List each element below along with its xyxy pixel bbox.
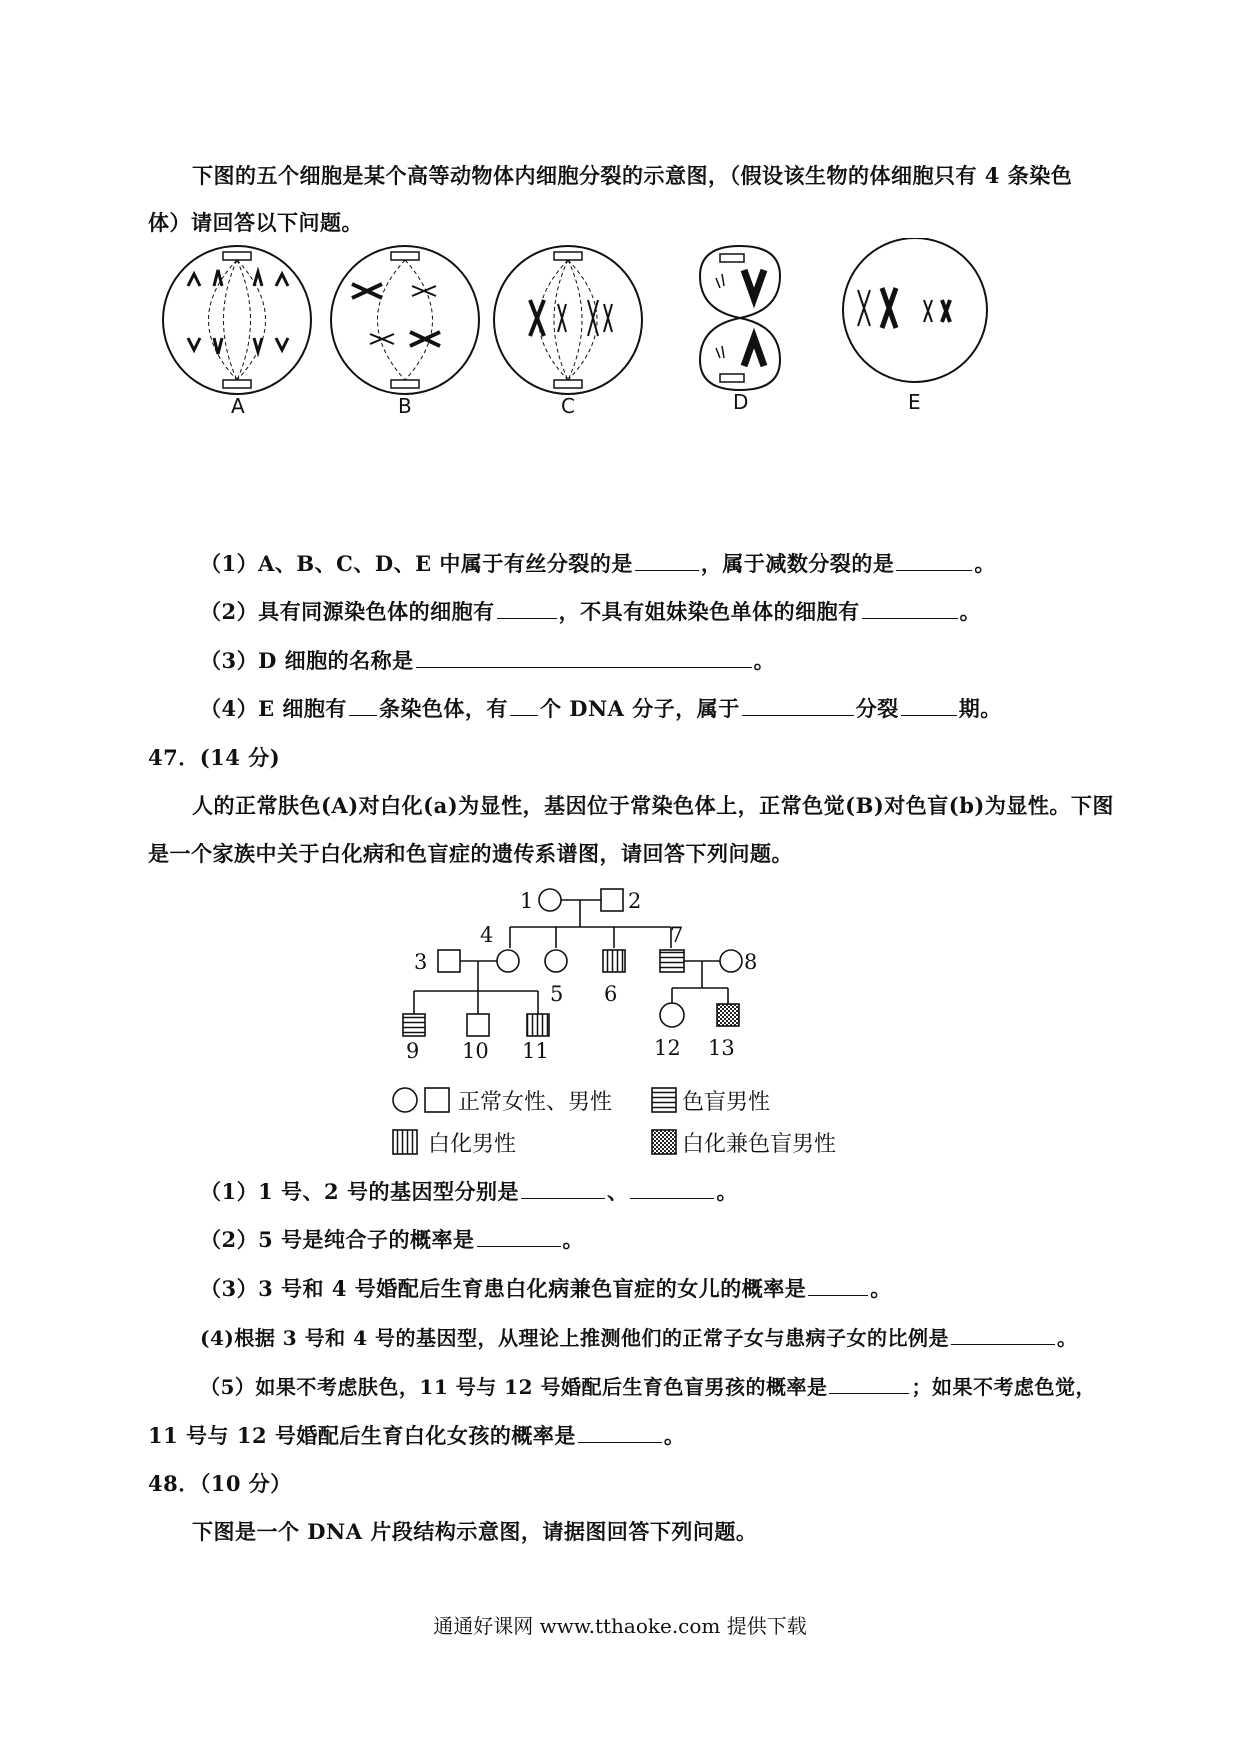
pedigree-number-1: 1 xyxy=(520,889,534,913)
pedigree-chart xyxy=(0,870,1240,1170)
q47-sub2: （2）5 号是纯合子的概率是 。 xyxy=(200,1227,585,1252)
individual-8 xyxy=(720,950,742,972)
cell-b xyxy=(331,246,479,394)
answer-blank[interactable] xyxy=(635,550,699,571)
cell-label-b: B xyxy=(398,394,412,418)
q46-intro-line1: 下图的五个细胞是某个高等动物体内细胞分裂的示意图，（假设该生物的体细胞只有 4 条染色 xyxy=(192,163,1073,188)
cell-e xyxy=(843,238,987,382)
q48-heading: 48．（10 分） xyxy=(148,1471,292,1496)
individual-1 xyxy=(539,889,561,911)
q46-sub3: （3）D 细胞的名称是 。 xyxy=(200,648,776,673)
cell-label-c: C xyxy=(561,394,575,418)
answer-blank[interactable] xyxy=(808,1275,868,1296)
q46-sub1: （1）A、B、C、D、E 中属于有丝分裂的是 ，属于减数分裂的是 。 xyxy=(200,551,996,576)
legend-normal: 正常女性、男性 xyxy=(458,1090,613,1115)
answer-blank[interactable] xyxy=(630,1178,714,1199)
q46-intro-line2: 体）请回答以下问题。 xyxy=(148,210,363,235)
answer-blank[interactable] xyxy=(497,598,557,619)
answer-blank[interactable] xyxy=(416,647,752,668)
pedigree-number-13: 13 xyxy=(708,1036,735,1060)
q47-sub3: （3）3 号和 4 号婚配后生育患白化病兼色盲症的女儿的概率是 。 xyxy=(200,1276,892,1301)
answer-blank[interactable] xyxy=(510,695,538,716)
individual-4 xyxy=(497,950,519,972)
answer-blank[interactable] xyxy=(901,695,957,716)
pedigree-number-11: 11 xyxy=(522,1039,549,1063)
answer-blank[interactable] xyxy=(742,695,854,716)
q46-sub2: （2）具有同源染色体的细胞有 ，不具有姐妹染色单体的细胞有 。 xyxy=(200,599,982,624)
q47-heading: 47．(14 分) xyxy=(148,745,281,770)
q47-sub4: (4)根据 3 号和 4 号的基因型，从理论上推测他们的正常子女与患病子女的比例是 。 xyxy=(200,1326,1078,1350)
pedigree-number-10: 10 xyxy=(462,1039,489,1063)
q48-intro: 下图是一个 DNA 片段结构示意图，请据图回答下列问题。 xyxy=(192,1519,758,1544)
q47-sub1: （1）1 号、2 号的基因型分别是 、 。 xyxy=(200,1179,738,1204)
individual-3 xyxy=(438,950,460,972)
answer-blank[interactable] xyxy=(521,1178,605,1199)
page-footer: 通通好课网 www.tthaoke.com 提供下载 xyxy=(433,1614,807,1638)
answer-blank[interactable] xyxy=(349,695,377,716)
pedigree-number-7: 7 xyxy=(670,923,684,947)
individual-6 xyxy=(603,950,625,972)
q46-sub4: （4）E 细胞有 条染色体，有 个 DNA 分子，属于 分裂 期。 xyxy=(200,696,1002,721)
pedigree-number-6: 6 xyxy=(604,982,618,1006)
individual-12 xyxy=(660,1003,684,1027)
cell-c xyxy=(494,246,642,394)
legend-albino-male: 白化男性 xyxy=(428,1132,517,1157)
cell-label-e: E xyxy=(908,390,921,414)
cell-label-a: A xyxy=(231,394,245,418)
legend-colorblind-male: 色盲男性 xyxy=(682,1090,771,1115)
answer-blank[interactable] xyxy=(951,1324,1055,1345)
pedigree-number-8: 8 xyxy=(744,950,758,974)
answer-blank[interactable] xyxy=(578,1422,662,1443)
pedigree-number-5: 5 xyxy=(550,982,564,1006)
individual-9 xyxy=(403,1014,425,1036)
individual-11 xyxy=(527,1014,549,1036)
pedigree-number-3: 3 xyxy=(414,950,428,974)
cell-d xyxy=(700,246,780,390)
answer-blank[interactable] xyxy=(896,550,972,571)
individual-10 xyxy=(467,1014,489,1036)
q47-sub5-line2: 11 号与 12 号婚配后生育白化女孩的概率是 。 xyxy=(148,1423,686,1448)
individual-13 xyxy=(717,1004,739,1026)
pedigree-number-4: 4 xyxy=(480,923,494,947)
individual-5 xyxy=(545,950,567,972)
pedigree-number-2: 2 xyxy=(628,889,642,913)
q47-intro-line1: 人的正常肤色(A)对白化(a)为显性，基因位于常染色体上，正常色觉(B)对色盲(b)为显性。下图 xyxy=(192,793,1114,818)
cell-a xyxy=(163,246,311,394)
answer-blank[interactable] xyxy=(829,1373,909,1394)
pedigree-number-9: 9 xyxy=(406,1039,420,1063)
q47-intro-line2: 是一个家族中关于白化病和色盲症的遗传系谱图，请回答下列问题。 xyxy=(148,841,793,866)
q47-sub5: （5）如果不考虑肤色，11 号与 12 号婚配后生育色盲男孩的概率是 ；如果不考虑色觉， xyxy=(200,1375,1096,1399)
answer-blank[interactable] xyxy=(862,598,958,619)
pedigree-number-12: 12 xyxy=(654,1036,681,1060)
individual-7 xyxy=(660,950,684,972)
pedigree-legend xyxy=(393,1088,836,1157)
individual-2 xyxy=(601,889,623,911)
cell-division-figure xyxy=(0,238,1240,438)
legend-both-male: 白化兼色盲男性 xyxy=(682,1132,837,1157)
cell-label-d: D xyxy=(733,390,749,414)
answer-blank[interactable] xyxy=(477,1226,561,1247)
